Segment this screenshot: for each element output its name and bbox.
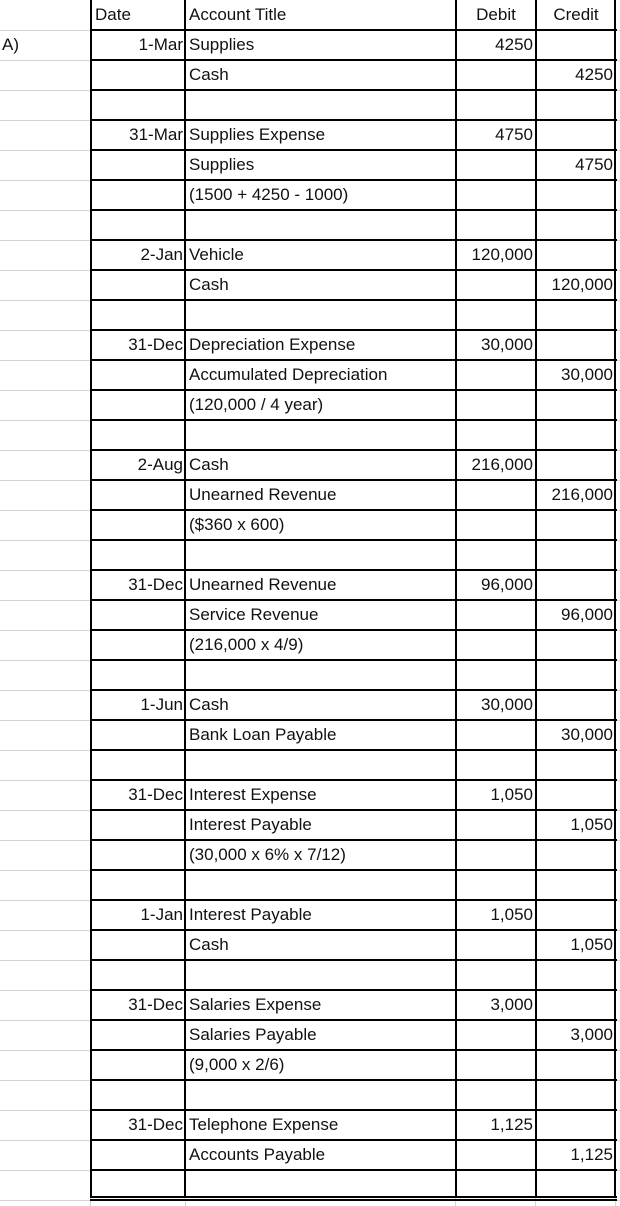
credit-cell[interactable]: 30,000 <box>561 365 613 384</box>
date-cell[interactable] <box>92 750 186 780</box>
table-border-horizontal <box>90 1109 617 1111</box>
date-cell[interactable] <box>92 840 186 870</box>
credit-cell[interactable] <box>537 840 615 870</box>
account-cell[interactable]: Service Revenue <box>189 605 319 624</box>
debit-cell[interactable] <box>457 300 535 330</box>
table-border-horizontal <box>90 539 617 541</box>
date-cell[interactable] <box>92 930 186 960</box>
account-cell[interactable]: (30,000 x 6% x 7/12) <box>189 845 346 864</box>
credit-cell[interactable] <box>537 180 615 210</box>
account-cell[interactable] <box>187 420 455 450</box>
table-row <box>0 960 620 990</box>
account-cell[interactable]: Telephone Expense <box>189 1115 339 1134</box>
credit-cell[interactable] <box>537 90 615 120</box>
table-border-horizontal <box>90 359 617 361</box>
account-cell[interactable]: Vehicle <box>189 245 244 264</box>
credit-cell[interactable] <box>537 300 615 330</box>
debit-cell[interactable] <box>457 210 535 240</box>
credit-cell[interactable] <box>537 570 615 600</box>
header-row <box>0 0 620 30</box>
credit-cell[interactable] <box>537 660 615 690</box>
table-border-horizontal <box>90 29 617 31</box>
debit-cell[interactable] <box>457 510 535 540</box>
debit-cell[interactable] <box>457 960 535 990</box>
account-cell[interactable]: (216,000 x 4/9) <box>189 635 304 654</box>
date-cell[interactable] <box>92 390 186 420</box>
date-cell[interactable]: 1-Mar <box>138 35 183 54</box>
account-cell[interactable] <box>187 90 455 120</box>
debit-cell[interactable] <box>457 480 535 510</box>
date-cell[interactable] <box>92 810 186 840</box>
table-border-horizontal <box>90 599 617 601</box>
date-cell[interactable]: 1-Jun <box>140 695 183 714</box>
date-cell[interactable] <box>92 600 186 630</box>
table-border-horizontal <box>90 749 617 751</box>
credit-cell[interactable]: 96,000 <box>561 605 613 624</box>
debit-cell[interactable] <box>457 1020 535 1050</box>
credit-cell[interactable] <box>537 1080 615 1110</box>
table-row <box>0 1140 620 1170</box>
debit-cell[interactable]: 1,125 <box>490 1115 533 1134</box>
header-debit[interactable]: Debit <box>476 5 516 24</box>
date-cell[interactable]: 31-Dec <box>128 785 183 804</box>
account-cell[interactable]: Unearned Revenue <box>189 485 337 504</box>
table-row <box>0 1110 620 1140</box>
debit-cell[interactable]: 4750 <box>495 125 533 144</box>
table-border-horizontal <box>90 389 617 391</box>
account-cell[interactable]: Cash <box>189 275 229 294</box>
table-border-horizontal <box>90 629 617 631</box>
account-cell[interactable]: Accumulated Depreciation <box>189 365 388 384</box>
date-cell[interactable] <box>92 480 186 510</box>
section-label[interactable]: A) <box>2 35 19 54</box>
account-cell[interactable]: Cash <box>189 455 229 474</box>
credit-cell[interactable] <box>537 630 615 660</box>
credit-cell[interactable]: 120,000 <box>551 275 613 294</box>
date-cell[interactable] <box>92 510 186 540</box>
credit-cell[interactable] <box>537 390 615 420</box>
date-cell[interactable] <box>92 360 186 390</box>
debit-cell[interactable] <box>457 540 535 570</box>
table-row <box>0 90 620 120</box>
table-row <box>0 990 620 1020</box>
debit-cell[interactable] <box>457 810 535 840</box>
table-row <box>0 600 620 630</box>
credit-cell[interactable] <box>537 900 615 930</box>
date-cell[interactable] <box>92 210 186 240</box>
table-border-horizontal <box>90 179 617 181</box>
date-cell[interactable] <box>92 1140 186 1170</box>
debit-cell[interactable]: 30,000 <box>481 695 533 714</box>
table-row <box>0 660 620 690</box>
debit-cell[interactable]: 216,000 <box>471 455 533 474</box>
date-cell[interactable] <box>92 960 186 990</box>
header-credit[interactable]: Credit <box>553 5 599 24</box>
table-row <box>0 270 620 300</box>
account-cell[interactable] <box>187 210 455 240</box>
credit-cell[interactable] <box>537 690 615 720</box>
debit-cell[interactable] <box>457 720 535 750</box>
debit-cell[interactable] <box>457 1080 535 1110</box>
account-cell[interactable]: (120,000 / 4 year) <box>189 395 324 414</box>
table-row <box>0 450 620 480</box>
table-row <box>0 750 620 780</box>
debit-cell[interactable] <box>457 180 535 210</box>
debit-cell[interactable]: 120,000 <box>471 245 533 264</box>
table-border-horizontal <box>90 209 617 211</box>
table-row <box>0 1080 620 1110</box>
date-cell[interactable]: 31-Dec <box>128 995 183 1014</box>
debit-cell[interactable] <box>457 1140 535 1170</box>
table-border-horizontal <box>90 1199 617 1201</box>
credit-cell[interactable] <box>537 210 615 240</box>
date-cell[interactable]: 31-Dec <box>128 335 183 354</box>
table-border-horizontal <box>90 899 617 901</box>
debit-cell[interactable] <box>457 270 535 300</box>
table-border-horizontal <box>90 869 617 871</box>
date-cell[interactable] <box>92 270 186 300</box>
credit-cell[interactable] <box>537 780 615 810</box>
account-cell[interactable] <box>187 540 455 570</box>
debit-cell[interactable]: 4250 <box>495 35 533 54</box>
date-cell[interactable] <box>92 660 186 690</box>
date-cell[interactable] <box>92 870 186 900</box>
account-cell[interactable]: Interest Payable <box>189 905 312 924</box>
credit-cell[interactable]: 1,125 <box>570 1145 613 1164</box>
credit-cell[interactable] <box>537 750 615 780</box>
table-border-horizontal <box>90 329 617 331</box>
header-account-title[interactable]: Account Title <box>189 5 287 24</box>
table-border-horizontal <box>90 1049 617 1051</box>
table-border-horizontal <box>90 1196 617 1198</box>
date-cell[interactable] <box>92 180 186 210</box>
table-border-horizontal <box>90 239 617 241</box>
debit-cell[interactable] <box>457 60 535 90</box>
debit-cell[interactable] <box>457 360 535 390</box>
table-row <box>0 180 620 210</box>
table-row <box>0 360 620 390</box>
date-cell[interactable] <box>92 1080 186 1110</box>
credit-cell[interactable] <box>537 330 615 360</box>
debit-cell[interactable] <box>457 930 535 960</box>
table-row <box>0 780 620 810</box>
table-border-horizontal <box>90 479 617 481</box>
account-cell[interactable] <box>187 660 455 690</box>
account-cell[interactable] <box>187 1080 455 1110</box>
table-row <box>0 330 620 360</box>
account-cell[interactable]: Cash <box>189 65 229 84</box>
table-row <box>0 930 620 960</box>
account-cell[interactable]: Unearned Revenue <box>189 575 337 594</box>
table-row <box>0 300 620 330</box>
table-border-horizontal <box>90 299 617 301</box>
credit-cell[interactable] <box>537 30 615 60</box>
debit-cell[interactable] <box>457 870 535 900</box>
table-row <box>0 690 620 720</box>
credit-cell[interactable] <box>537 1110 615 1140</box>
table-border-horizontal <box>90 59 617 61</box>
table-row <box>0 150 620 180</box>
debit-cell[interactable]: 3,000 <box>490 995 533 1014</box>
credit-cell[interactable]: 216,000 <box>551 485 613 504</box>
table-row <box>0 120 620 150</box>
table-border-horizontal <box>90 659 617 661</box>
table-border-horizontal <box>90 419 617 421</box>
table-border-horizontal <box>90 569 617 571</box>
table-row <box>0 60 620 90</box>
date-cell[interactable] <box>92 630 186 660</box>
table-row <box>0 1020 620 1050</box>
table-row <box>0 390 620 420</box>
debit-cell[interactable] <box>457 750 535 780</box>
debit-cell[interactable] <box>457 390 535 420</box>
table-border-horizontal <box>90 1019 617 1021</box>
credit-cell[interactable]: 4250 <box>575 65 613 84</box>
credit-cell[interactable] <box>537 990 615 1020</box>
table-row <box>0 240 620 270</box>
table-row <box>0 480 620 510</box>
credit-cell[interactable] <box>537 540 615 570</box>
table-row <box>0 900 620 930</box>
debit-cell[interactable]: 1,050 <box>490 905 533 924</box>
account-cell[interactable]: (9,000 x 2/6) <box>189 1055 285 1074</box>
account-cell[interactable]: ($360 x 600) <box>189 515 285 534</box>
debit-cell[interactable]: 96,000 <box>481 575 533 594</box>
credit-cell[interactable]: 1,050 <box>570 935 613 954</box>
account-cell[interactable]: Cash <box>189 695 229 714</box>
table-border-horizontal <box>90 1079 617 1081</box>
account-cell[interactable]: Salaries Expense <box>189 995 322 1014</box>
date-cell[interactable]: 1-Jan <box>140 905 183 924</box>
account-cell[interactable]: Salaries Payable <box>189 1025 317 1044</box>
credit-cell[interactable] <box>537 510 615 540</box>
credit-cell[interactable] <box>537 1050 615 1080</box>
table-border-horizontal <box>90 1139 617 1141</box>
date-cell[interactable] <box>92 150 186 180</box>
debit-cell[interactable] <box>457 90 535 120</box>
account-cell[interactable]: Cash <box>189 935 229 954</box>
table-border-horizontal <box>90 689 617 691</box>
account-cell[interactable] <box>187 750 455 780</box>
table-border-horizontal <box>90 839 617 841</box>
date-cell[interactable]: 31-Mar <box>129 125 183 144</box>
table-row <box>0 510 620 540</box>
table-border-horizontal <box>90 119 617 121</box>
debit-cell[interactable] <box>457 600 535 630</box>
debit-cell[interactable] <box>457 1050 535 1080</box>
debit-cell[interactable]: 1,050 <box>490 785 533 804</box>
date-cell[interactable]: 2-Aug <box>137 455 183 474</box>
date-cell[interactable] <box>92 420 186 450</box>
table-row <box>0 630 620 660</box>
table-border-horizontal <box>90 959 617 961</box>
debit-cell[interactable] <box>457 660 535 690</box>
account-cell[interactable] <box>187 960 455 990</box>
debit-cell[interactable] <box>457 150 535 180</box>
account-cell[interactable] <box>187 300 455 330</box>
debit-cell[interactable]: 30,000 <box>481 335 533 354</box>
date-cell[interactable] <box>92 540 186 570</box>
table-row <box>0 30 620 60</box>
credit-cell[interactable] <box>537 960 615 990</box>
table-border-horizontal <box>90 269 617 271</box>
credit-cell[interactable]: 1,050 <box>570 815 613 834</box>
credit-cell[interactable]: 30,000 <box>561 725 613 744</box>
table-row <box>0 540 620 570</box>
table-border-horizontal <box>90 779 617 781</box>
credit-cell[interactable] <box>537 870 615 900</box>
credit-cell[interactable] <box>537 420 615 450</box>
table-row <box>0 1050 620 1080</box>
date-cell[interactable]: 2-Jan <box>140 245 183 264</box>
account-cell[interactable] <box>187 870 455 900</box>
account-cell[interactable]: (1500 + 4250 - 1000) <box>189 185 349 204</box>
table-row <box>0 720 620 750</box>
table-border-horizontal <box>90 989 617 991</box>
table-border-horizontal <box>90 929 617 931</box>
table-border-horizontal <box>90 719 617 721</box>
table-border-horizontal <box>90 1169 617 1171</box>
table-row <box>0 870 620 900</box>
table-row <box>0 810 620 840</box>
table-border-horizontal <box>90 449 617 451</box>
table-border-horizontal <box>90 89 617 91</box>
account-cell[interactable]: Supplies <box>189 155 255 174</box>
date-cell[interactable] <box>92 1050 186 1080</box>
table-row <box>0 420 620 450</box>
date-cell[interactable] <box>92 90 186 120</box>
date-cell[interactable] <box>92 1020 186 1050</box>
credit-cell[interactable] <box>537 120 615 150</box>
date-cell[interactable] <box>92 300 186 330</box>
account-cell[interactable]: Supplies Expense <box>189 125 326 144</box>
account-cell[interactable]: Bank Loan Payable <box>189 725 337 744</box>
account-cell[interactable]: Interest Expense <box>189 785 317 804</box>
debit-cell[interactable] <box>457 630 535 660</box>
debit-cell[interactable] <box>457 420 535 450</box>
table-border-horizontal <box>90 809 617 811</box>
date-cell[interactable]: 31-Dec <box>128 575 183 594</box>
account-cell[interactable]: Depreciation Expense <box>189 335 356 354</box>
credit-cell[interactable]: 4750 <box>575 155 613 174</box>
date-cell[interactable] <box>92 60 186 90</box>
credit-cell[interactable] <box>537 240 615 270</box>
account-cell[interactable]: Interest Payable <box>189 815 312 834</box>
account-cell[interactable]: Accounts Payable <box>189 1145 326 1164</box>
table-row <box>0 210 620 240</box>
header-date[interactable]: Date <box>95 5 131 24</box>
date-cell[interactable]: 31-Dec <box>128 1115 183 1134</box>
credit-cell[interactable] <box>537 450 615 480</box>
table-row <box>0 570 620 600</box>
table-row <box>0 840 620 870</box>
table-border-horizontal <box>90 509 617 511</box>
date-cell[interactable] <box>92 720 186 750</box>
account-cell[interactable]: Supplies <box>189 35 255 54</box>
credit-cell[interactable]: 3,000 <box>570 1025 613 1044</box>
debit-cell[interactable] <box>457 840 535 870</box>
table-border-horizontal <box>90 149 617 151</box>
